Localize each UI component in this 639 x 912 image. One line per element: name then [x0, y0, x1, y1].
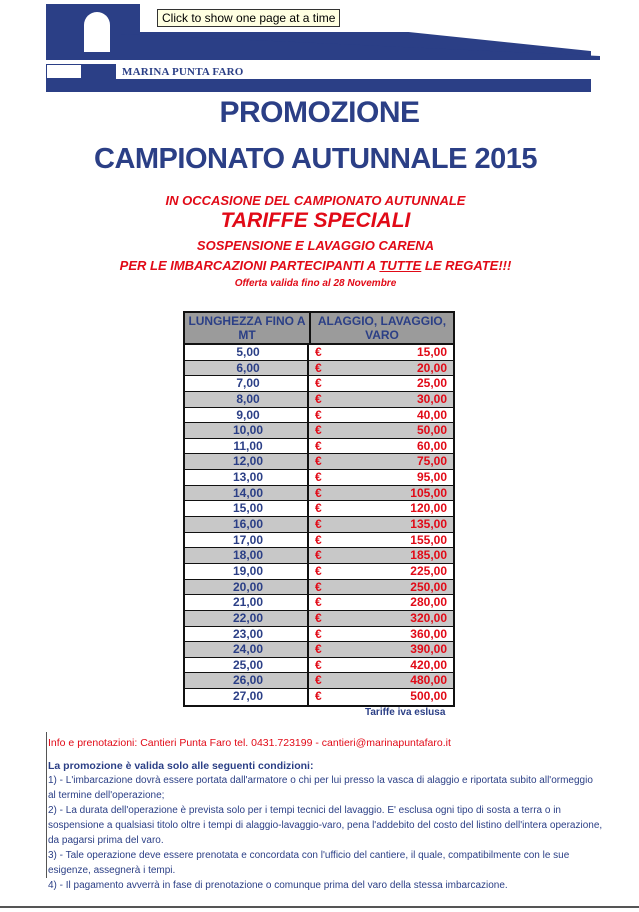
table-header	[185, 313, 453, 345]
currency-cell: €	[315, 626, 322, 641]
condition-item: 4) - Il pagamento avverrà in fase di prenotazione o comunque prima del varo della stessa imbarcazione.	[48, 880, 508, 891]
table-row	[185, 564, 453, 580]
price-cell: 185,00	[410, 548, 447, 563]
table-row	[185, 548, 453, 564]
table-row	[185, 423, 453, 439]
table-row	[185, 376, 453, 392]
table-row	[185, 470, 453, 486]
table-row	[185, 689, 453, 705]
length-cell: 19,00	[185, 564, 309, 579]
service-text: SOSPENSIONE E LAVAGGIO CARENA	[196, 238, 435, 253]
condition-item: 3) - Tale operazione deve essere prenotata e concordata con l'ufficio del cantiere, il quale, compatibilmente con le sue esigenze, assegnerà i tempi.	[48, 850, 570, 876]
currency-cell: €	[315, 423, 322, 438]
table-row	[185, 486, 453, 502]
table-row	[185, 454, 453, 470]
length-cell: 11,00	[185, 439, 309, 454]
conditions-list	[48, 773, 603, 893]
price-cell: 15,00	[416, 345, 447, 359]
table-row	[185, 642, 453, 658]
length-cell: 8,00	[185, 392, 309, 407]
table-row	[185, 517, 453, 533]
conditions-title: La promozione è valida solo alle seguenti condizioni:	[48, 760, 314, 772]
price-cell: 135,00	[410, 517, 447, 532]
length-cell: 23,00	[185, 627, 309, 642]
currency-cell: €	[315, 345, 322, 359]
price-cell: 30,00	[416, 391, 447, 406]
length-cell: 25,00	[185, 658, 309, 673]
price-cell: 75,00	[416, 454, 447, 469]
length-cell: 24,00	[185, 642, 309, 657]
table-row	[185, 658, 453, 674]
table-row	[185, 533, 453, 549]
table-row	[185, 627, 453, 643]
table-row	[185, 501, 453, 517]
vat-note: Tariffe iva eslusa	[365, 707, 446, 718]
participants-text-pre: PER LE IMBARCAZIONI PARTECIPANTI A	[119, 258, 380, 273]
price-cell: 360,00	[410, 626, 447, 641]
price-cell: 95,00	[416, 470, 447, 485]
currency-cell: €	[315, 407, 322, 422]
participants-text-post: LE REGATE!!!	[421, 258, 512, 273]
currency-cell: €	[315, 673, 322, 688]
length-cell: 7,00	[185, 376, 309, 391]
currency-cell: €	[315, 579, 322, 594]
length-cell: 15,00	[185, 501, 309, 516]
currency-cell: €	[315, 360, 322, 375]
table-row	[185, 611, 453, 627]
length-cell: 10,00	[185, 423, 309, 438]
currency-cell: €	[315, 454, 322, 469]
length-cell: 26,00	[185, 673, 309, 688]
currency-cell: €	[315, 485, 322, 500]
price-cell: 280,00	[410, 595, 447, 610]
currency-cell: €	[315, 391, 322, 406]
currency-cell: €	[315, 657, 322, 672]
currency-cell: €	[315, 376, 322, 391]
special-rates-heading: TARIFFE SPECIALI	[220, 209, 411, 232]
table-row	[185, 439, 453, 455]
length-cell: 5,00	[185, 345, 309, 360]
length-cell: 14,00	[185, 486, 309, 501]
length-cell: 16,00	[185, 517, 309, 532]
table-body	[185, 345, 453, 705]
length-cell: 13,00	[185, 470, 309, 485]
length-cell: 21,00	[185, 595, 309, 610]
length-cell: 22,00	[185, 611, 309, 626]
table-row	[185, 408, 453, 424]
price-cell: 40,00	[416, 407, 447, 422]
brand-name: MARINA PUNTA FARO	[122, 66, 244, 78]
length-cell: 9,00	[185, 408, 309, 423]
length-cell: 17,00	[185, 533, 309, 548]
currency-cell: €	[315, 517, 322, 532]
page-subtitle: CAMPIONATO AUTUNNALE 2015	[94, 143, 537, 175]
table-row	[185, 580, 453, 596]
table-row	[185, 392, 453, 408]
currency-cell: €	[315, 548, 322, 563]
currency-cell: €	[315, 501, 322, 516]
price-cell: 20,00	[416, 360, 447, 375]
table-row	[185, 595, 453, 611]
currency-cell: €	[315, 563, 322, 578]
logo-check-blue	[82, 64, 116, 79]
page-title: PROMOZIONE	[219, 96, 420, 129]
left-rule	[46, 732, 47, 878]
price-cell: 60,00	[416, 438, 447, 453]
price-cell: 25,00	[416, 376, 447, 391]
condition-item: 2) - La durata dell'operazione è prevista solo per i tempi tecnici del lavaggio. E' esclusa ogni tipo di sosta a terra o in sospensione a qualsiasi titolo oltre i tempi di alaggio-lavaggio-varo, pena l'addebito del costo del listino dell'intera operazione, da pagarsi prima del varo.	[48, 805, 603, 846]
length-cell: 12,00	[185, 454, 309, 469]
price-cell: 320,00	[410, 610, 447, 625]
price-cell: 225,00	[410, 563, 447, 578]
length-cell: 27,00	[185, 689, 309, 705]
price-cell: 105,00	[410, 485, 447, 500]
length-cell: 18,00	[185, 548, 309, 563]
price-cell: 50,00	[416, 423, 447, 438]
currency-cell: €	[315, 438, 322, 453]
price-cell: 420,00	[410, 657, 447, 672]
currency-cell: €	[315, 642, 322, 657]
currency-cell: €	[315, 595, 322, 610]
participants-text	[0, 258, 631, 273]
header-service: ALAGGIO, LAVAGGIO, VARO	[317, 314, 447, 342]
price-cell: 155,00	[410, 532, 447, 547]
length-cell: 6,00	[185, 361, 309, 376]
price-cell: 500,00	[410, 689, 447, 704]
price-table	[183, 311, 455, 707]
header-length: LUNGHEZZA FINO A MT	[185, 313, 311, 343]
condition-item: 1) - L'imbarcazione dovrà essere portata dall'armatore o chi per lui presso la vasca di alaggio e riportata subito all'ormeggio al termine dell'operazione;	[48, 775, 593, 801]
price-cell: 250,00	[410, 579, 447, 594]
table-row	[185, 345, 453, 361]
table-row	[185, 361, 453, 377]
bottom-divider	[0, 906, 639, 908]
price-cell: 480,00	[410, 673, 447, 688]
occasion-text: IN OCCASIONE DEL CAMPIONATO AUTUNNALE	[165, 193, 466, 208]
participants-text-emph: TUTTE	[379, 258, 422, 273]
tooltip: Click to show one page at a time	[157, 9, 340, 27]
price-cell: 120,00	[410, 501, 447, 516]
validity-text: Offerta valida fino al 28 Novembre	[234, 278, 397, 289]
table-row	[185, 673, 453, 689]
contact-info: Info e prenotazioni: Cantieri Punta Faro tel. 0431.723199 - cantieri@marinapuntafaro.it	[48, 737, 451, 749]
currency-cell: €	[315, 610, 322, 625]
length-cell: 20,00	[185, 580, 309, 595]
currency-cell: €	[315, 470, 322, 485]
currency-cell: €	[315, 689, 322, 704]
lighthouse-icon	[84, 12, 110, 52]
price-cell: 390,00	[410, 642, 447, 657]
logo-check-white	[46, 64, 82, 79]
currency-cell: €	[315, 532, 322, 547]
logo-stripe	[46, 79, 591, 92]
